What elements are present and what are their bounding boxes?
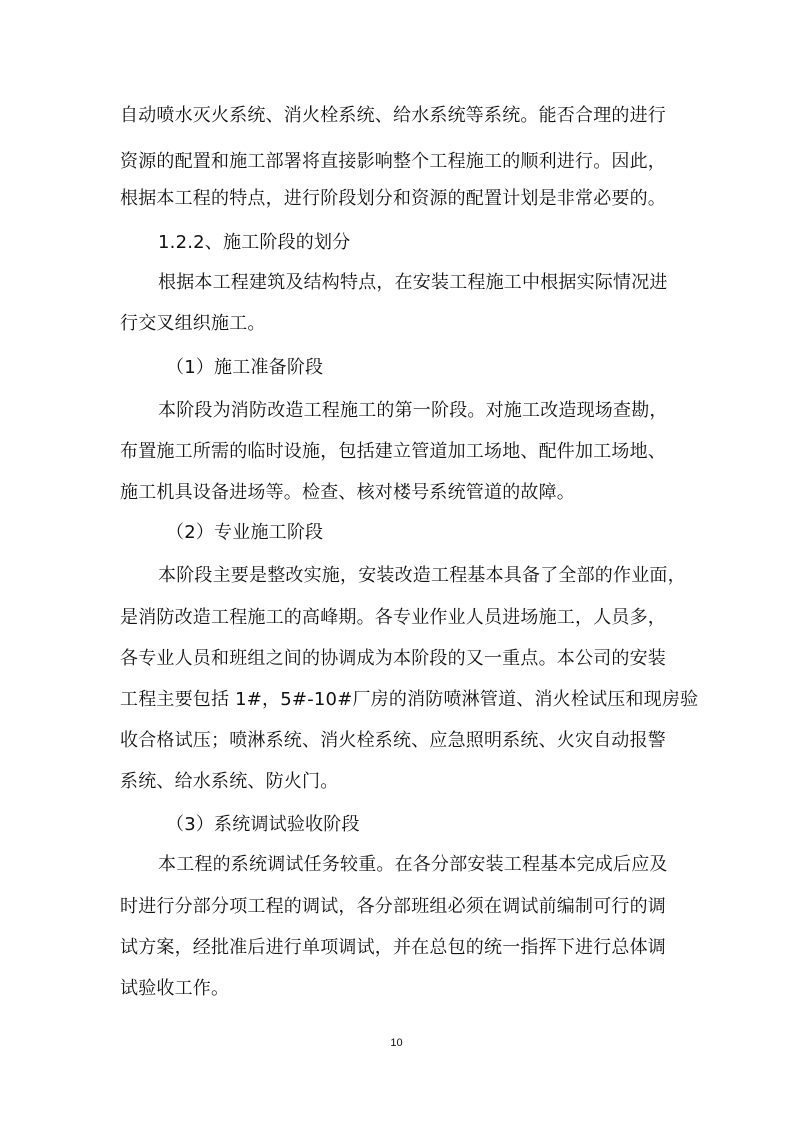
page-number: 10: [390, 1037, 403, 1049]
paragraph-line: 本阶段主要是整改实施，安装改造工程基本具备了全部的作业面，: [158, 565, 686, 586]
paragraph-line: 自动喷水灭火系统、消火栓系统、给水系统等系统。能否合理的进行: [120, 105, 666, 126]
paragraph-line: 工程主要包括 1#，5#-10#厂房的消防喷淋管道、消火栓试压和现房验: [120, 689, 699, 710]
section-heading: 1.2.2、施工阶段的划分: [158, 232, 351, 253]
paragraph-line: 根据本工程的特点，进行阶段划分和资源的配置计划是非常必要的。: [120, 188, 666, 209]
paragraph-line: 根据本工程建筑及结构特点，在安装工程施工中根据实际情况进: [158, 272, 668, 293]
paragraph-line: 各专业人员和班组之间的协调成为本阶段的又一重点。本公司的安装: [120, 648, 666, 669]
paragraph-line: 系统、给水系统、防火门。: [120, 771, 339, 792]
paragraph-line: 时进行分部分项工程的调试，各分部班组必须在调试前编制可行的调: [120, 896, 666, 917]
subsection-heading: （2）专业施工阶段: [166, 522, 324, 543]
paragraph-line: 行交叉组织施工。: [120, 313, 266, 334]
paragraph-line: 试方案，经批准后进行单项调试，并在总包的统一指挥下进行总体调: [120, 937, 666, 958]
paragraph-line: 本工程的系统调试任务较重。在各分部安装工程基本完成后应及: [158, 854, 668, 875]
paragraph-line: 本阶段为消防改造工程施工的第一阶段。对施工改造现场查勘，: [158, 400, 668, 421]
paragraph-line: 收合格试压；喷淋系统、消火栓系统、应急照明系统、火灾自动报警: [120, 730, 666, 751]
subsection-heading: （3）系统调试验收阶段: [166, 814, 360, 835]
paragraph-line: 资源的配置和施工部署将直接影响整个工程施工的顺利进行。因此，: [120, 151, 666, 172]
paragraph-line: 施工机具设备进场等。检查、核对楼号系统管道的故障。: [120, 482, 575, 503]
paragraph-line: 是消防改造工程施工的高峰期。各专业作业人员进场施工，人员多，: [120, 607, 666, 628]
subsection-heading: （1）施工准备阶段: [166, 357, 324, 378]
paragraph-line: 试验收工作。: [120, 978, 230, 999]
paragraph-line: 布置施工所需的临时设施，包括建立管道加工场地、配件加工场地、: [120, 441, 666, 462]
